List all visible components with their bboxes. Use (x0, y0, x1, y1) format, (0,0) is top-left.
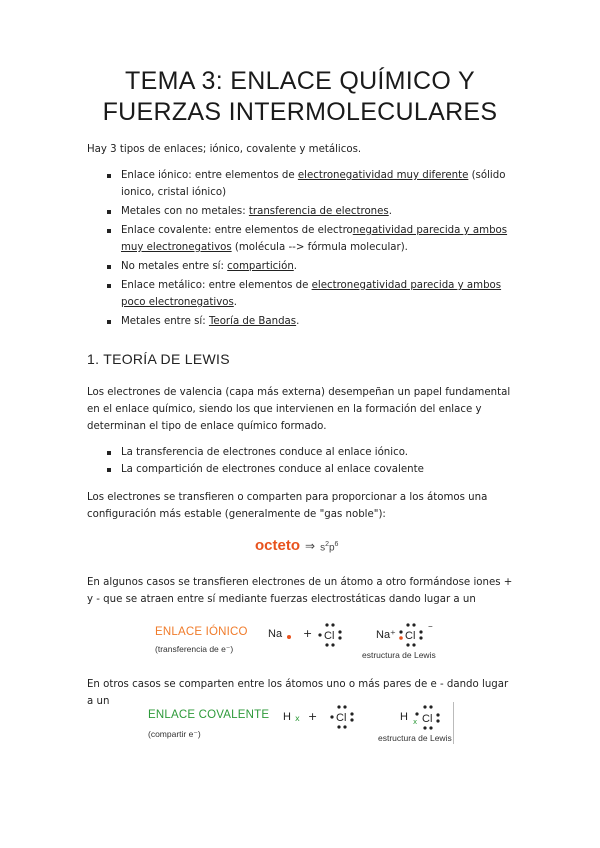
hcl-chlorine-symbol: Cl (422, 713, 433, 725)
ionic-bond-label: ENLACE IÓNICO (155, 626, 248, 638)
hydrogen-symbol: H (283, 711, 291, 723)
chlorine-lewis-icon (328, 703, 358, 731)
sodium-symbol: Na (268, 628, 283, 640)
lewis-bullets (87, 444, 517, 478)
page-title (60, 66, 540, 128)
list-item-metallic: Enlace metálico: entre elementos de electronegatividad parecida y ambos poco electronegativos. (87, 277, 517, 311)
chlorine-symbol: Cl (336, 712, 347, 724)
ionic-bond-diagram (150, 616, 450, 664)
divider (453, 702, 454, 744)
list-item: La transferencia de electrones conduce al enlace iónico. (87, 444, 517, 461)
paragraph-valence: Los electrones de valencia (capa más externa) desempeñan un papel fundamental en el enlace químico, siendo los que intervienen en la formación del enlace y determinan el tipo de enlace químico formado. (87, 387, 511, 432)
sodium-electron-icon (287, 635, 291, 639)
list-item-ionic-sub: Metales con no metales: transferencia de electrones. (87, 203, 517, 220)
paragraph-covalent: En otros casos se comparten entre los átomos uno o más pares de e - dando lugar a un (87, 679, 509, 707)
lewis-structure-caption: estructura de Lewis (378, 733, 452, 743)
list-item-covalent-sub: No metales entre sí: compartición. (87, 258, 517, 275)
ionic-bond-sublabel: (transferencia de e⁻) (155, 644, 234, 654)
chlorine-symbol: Cl (324, 630, 335, 642)
plus-sign: + (308, 710, 318, 723)
lewis-structure-caption: estructura de Lewis (362, 650, 436, 660)
chloride-lewis-icon (397, 621, 437, 649)
intro-text: Hay 3 tipos de enlaces; iónico, covalente y metálicos. (87, 144, 362, 155)
hcl-lewis-icon (411, 703, 443, 733)
hydrogen-electron-x: x (295, 714, 300, 723)
chlorine-lewis-icon (316, 621, 346, 649)
paragraph-configuration: Los electrones se transfieren o comparten para proporcionar a los átomos una configuración más estable (generalmente de "gas noble"): (87, 492, 488, 520)
svg-text:x: x (413, 718, 418, 726)
list-item-ionic: Enlace iónico: entre elementos de electronegatividad muy diferente (sólido ionico, cristal iónico) (87, 167, 517, 201)
paragraph-ionic: En algunos casos se transfieren electrones de un átomo a otro formándose iones + y - que se atraen entre sí mediante fuerzas electrostáticas dando lugar a un (87, 577, 513, 605)
hydrogen-symbol-result: H (400, 711, 408, 723)
title-line-2: FUERZAS INTERMOLECULARES (102, 98, 498, 126)
implies-arrow-icon: ⇒ (305, 539, 316, 553)
covalent-bond-label: ENLACE COVALENTE (148, 709, 270, 721)
plus-sign: + (303, 627, 313, 640)
bond-types-list (87, 167, 517, 332)
chloride-charge: − (428, 622, 433, 631)
list-item: La compartición de electrones conduce al enlace covalente (87, 461, 517, 478)
octet-word: octeto (255, 537, 300, 554)
octet-rule (255, 537, 338, 554)
covalent-bond-sublabel: (compartir e⁻) (148, 729, 201, 739)
section-heading-lewis: 1. TEORÍA DE LEWIS (87, 351, 230, 367)
list-item-metallic-sub: Metales entre sí: Teoría de Bandas. (87, 313, 517, 330)
title-line-1: TEMA 3: ENLACE QUÍMICO Y (125, 67, 475, 95)
electron-configuration: $s^2p^6$ (320, 540, 339, 553)
covalent-bond-diagram (143, 700, 463, 748)
chloride-symbol: Cl (405, 630, 416, 642)
list-item-covalent: Enlace covalente: entre elementos de electronegatividad parecida y ambos muy electronegativos (molécula --> fórmula molecular). (87, 222, 517, 256)
sodium-ion-symbol: Na⁺ (376, 629, 396, 641)
